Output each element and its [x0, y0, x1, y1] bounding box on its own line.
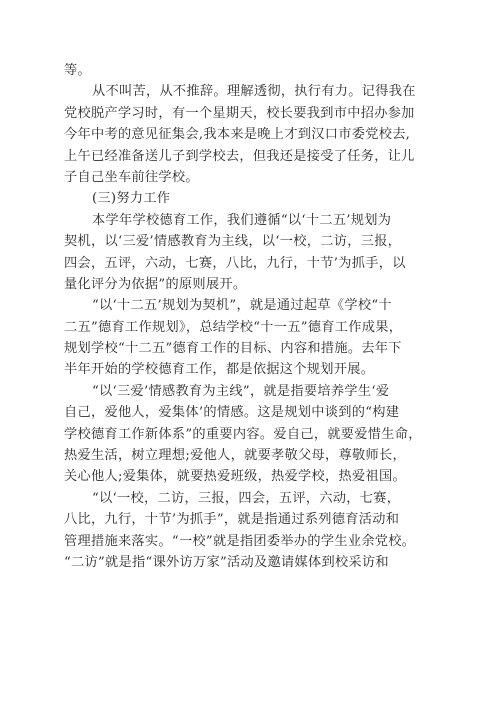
document-body [64, 60, 434, 573]
paragraph-line: 半年开始的学校德育工作，都是依据这个规划开展。 [64, 362, 375, 378]
paragraph-line: 自己，爱他人，爱集体’的情感。这是规划中谈到的“构建 [64, 405, 400, 421]
paragraph-line: 本学年学校德育工作，我们遵循“以‘十二五’规划为 [92, 212, 392, 228]
paragraph-line: 契机，以‘三爱’情感教育为主线，以‘一校，二访，三报， [64, 234, 402, 250]
paragraph-line: 子自己坐车前往学校。 [64, 169, 199, 185]
paragraph-line: (三)努力工作 [92, 191, 171, 207]
paragraph-line: 学校德育工作新体系”的重要内容。爱自己，就要爱惜生命， [64, 426, 422, 442]
paragraph-line: 管理措施来落实。“一校”就是指团委举办的学生业余党校。 [64, 533, 416, 549]
paragraph-line: 等。 [64, 63, 91, 78]
paragraph-line: “以‘十二五’规划为契机”，就是通过起草《学校“十 [92, 298, 392, 314]
paragraph-line: 上午已经准备送儿子到学校去，但我还是接受了任务，让儿 [64, 148, 415, 164]
paragraph-line: “以‘一校，二访，三报，四会，五评，六动，七赛， [92, 490, 401, 506]
paragraph-line: “二访”就是指“课外访万家”活动及邀请媒体到校采访和 [64, 554, 389, 570]
paragraph-line: 量化评分为依据”的原则展开。 [64, 276, 247, 292]
paragraph-line: “以‘三爱’情感教育为主线”，就是指要培养学生‘爱 [92, 383, 390, 399]
paragraph-line: 规划学校“十二五”德育工作的目标、内容和措施。去年下 [64, 341, 402, 357]
paragraph-line: 从不叫苦，从不推辞。理解透彻，执行有力。记得我在 [92, 84, 416, 100]
paragraph-line: 今年中考的意见征集会,我本来是晚上才到汉口市委党校去, [64, 127, 411, 143]
paragraph-line: 关心他人;爱集体，就要热爱班级，热爱学校，热爱祖国。 [64, 469, 406, 485]
paragraph-line: 党校脱产学习时，有一个星期天，校长要我到市中招办参加 [64, 105, 415, 121]
paragraph-line: 热爱生活，树立理想;爱他人，就要孝敬父母，尊敬师长， [64, 448, 406, 464]
paragraph-line: 二五”德育工作规划》，总结学校“十一五”德育工作成果， [64, 319, 403, 335]
paragraph-line: 四会，五评，六动，七赛，八比，九行，十节’为抓手，以 [64, 255, 406, 271]
paragraph-line: 八比，九行，十节’为抓手”，就是指通过系列德育活动和 [64, 512, 400, 528]
